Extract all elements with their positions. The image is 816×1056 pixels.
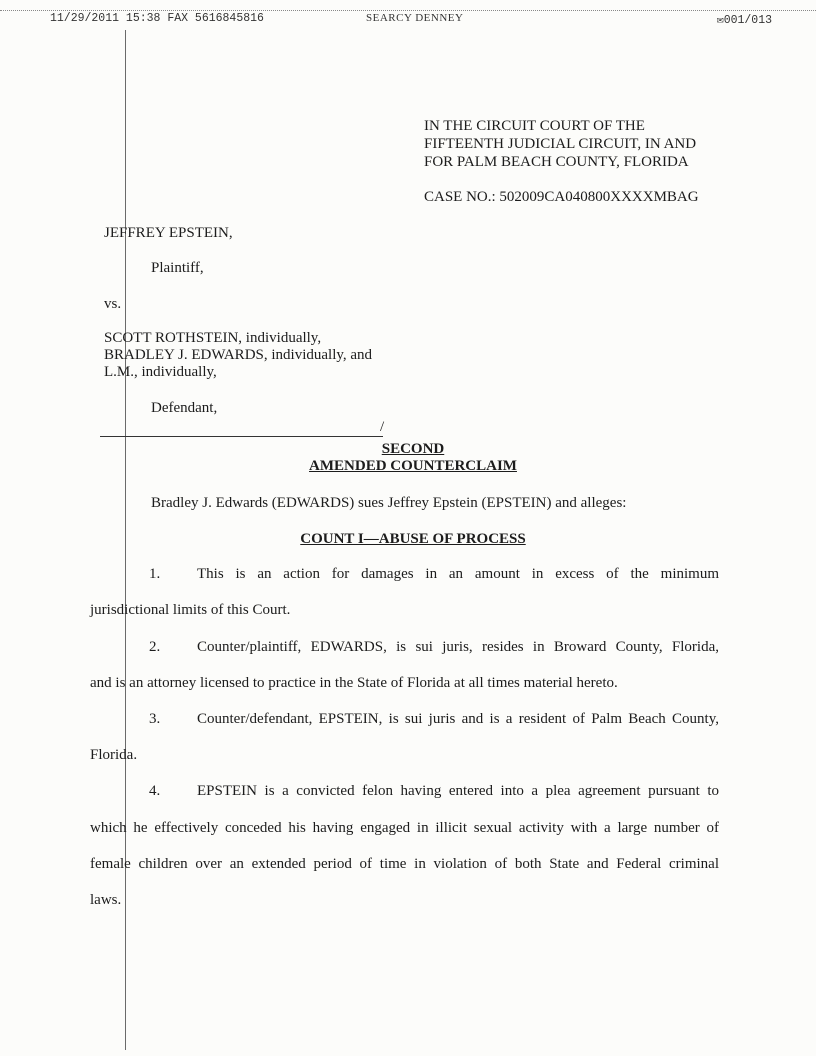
paragraph-3-continuation: Florida.: [90, 747, 138, 763]
fax-sender: SEARCY DENNEY: [366, 12, 464, 24]
intro-sentence: Bradley J. Edwards (EDWARDS) sues Jeffrey Epstein (EPSTEIN) and alleges:: [151, 495, 627, 511]
court-line-2: FIFTEENTH JUDICIAL CIRCUIT, IN AND: [424, 136, 697, 152]
paragraph-2-continuation: and is an attorney licensed to practice in the State of Florida at all times material hereto.: [90, 675, 618, 691]
paragraph-4-continuation: laws.: [90, 892, 122, 908]
paragraph-4-continuation: which he effectively conceded his having engaged in illicit sexual activity with a large number of: [90, 820, 719, 836]
fax-header-rule: [0, 10, 816, 11]
scan-artifact-line: [125, 30, 126, 1050]
paragraph-1-continuation: jurisdictional limits of this Court.: [90, 602, 291, 618]
caption-slash: /: [380, 419, 385, 435]
defendant-2: BRADLEY J. EDWARDS, individually, and: [104, 347, 373, 363]
court-line-1: IN THE CIRCUIT COURT OF THE: [424, 118, 645, 134]
count-heading: COUNT I—ABUSE OF PROCESS: [300, 531, 526, 547]
defendant-label: Defendant,: [151, 400, 218, 416]
paragraph-text: Counter/defendant, EPSTEIN, is sui juris and is a resident of Palm Beach County,: [197, 711, 719, 727]
court-caption: [424, 117, 696, 171]
fax-header: [50, 12, 772, 28]
paragraph-text: Counter/plaintiff, EDWARDS, is sui juris, resides in Broward County, Florida,: [197, 639, 719, 655]
paragraph-text: This is an action for damages in an amount in excess of the minimum: [197, 566, 719, 582]
paragraph-number: 2.: [149, 639, 161, 655]
fax-datetime-number: 11/29/2011 15:38 FAX 5616845816: [50, 12, 264, 25]
document-title-line-2: AMENDED COUNTERCLAIM: [309, 458, 517, 474]
paragraph-number: 1.: [149, 566, 161, 582]
plaintiff-name: JEFFREY EPSTEIN,: [104, 225, 233, 241]
plaintiff-label: Plaintiff,: [151, 260, 204, 276]
paragraph-number: 3.: [149, 711, 161, 727]
document-title-line-1: SECOND: [381, 441, 445, 457]
versus-text: vs.: [104, 296, 122, 312]
defendant-1: SCOTT ROTHSTEIN, individually,: [104, 330, 322, 346]
paragraph-number: 4.: [149, 783, 161, 799]
court-line-3: FOR PALM BEACH COUNTY, FLORIDA: [424, 154, 689, 170]
defendant-3: L.M., individually,: [104, 364, 217, 380]
paragraph-4-continuation: female children over an extended period of time in violation of both State and Federal criminal: [90, 856, 719, 872]
fax-page-marker: ✉001/013: [716, 14, 772, 27]
caption-rule: [100, 436, 383, 437]
paragraph-text: EPSTEIN is a convicted felon having entered into a plea agreement pursuant to: [197, 783, 719, 799]
case-number: CASE NO.: 502009CA040800XXXXMBAG: [424, 189, 699, 205]
